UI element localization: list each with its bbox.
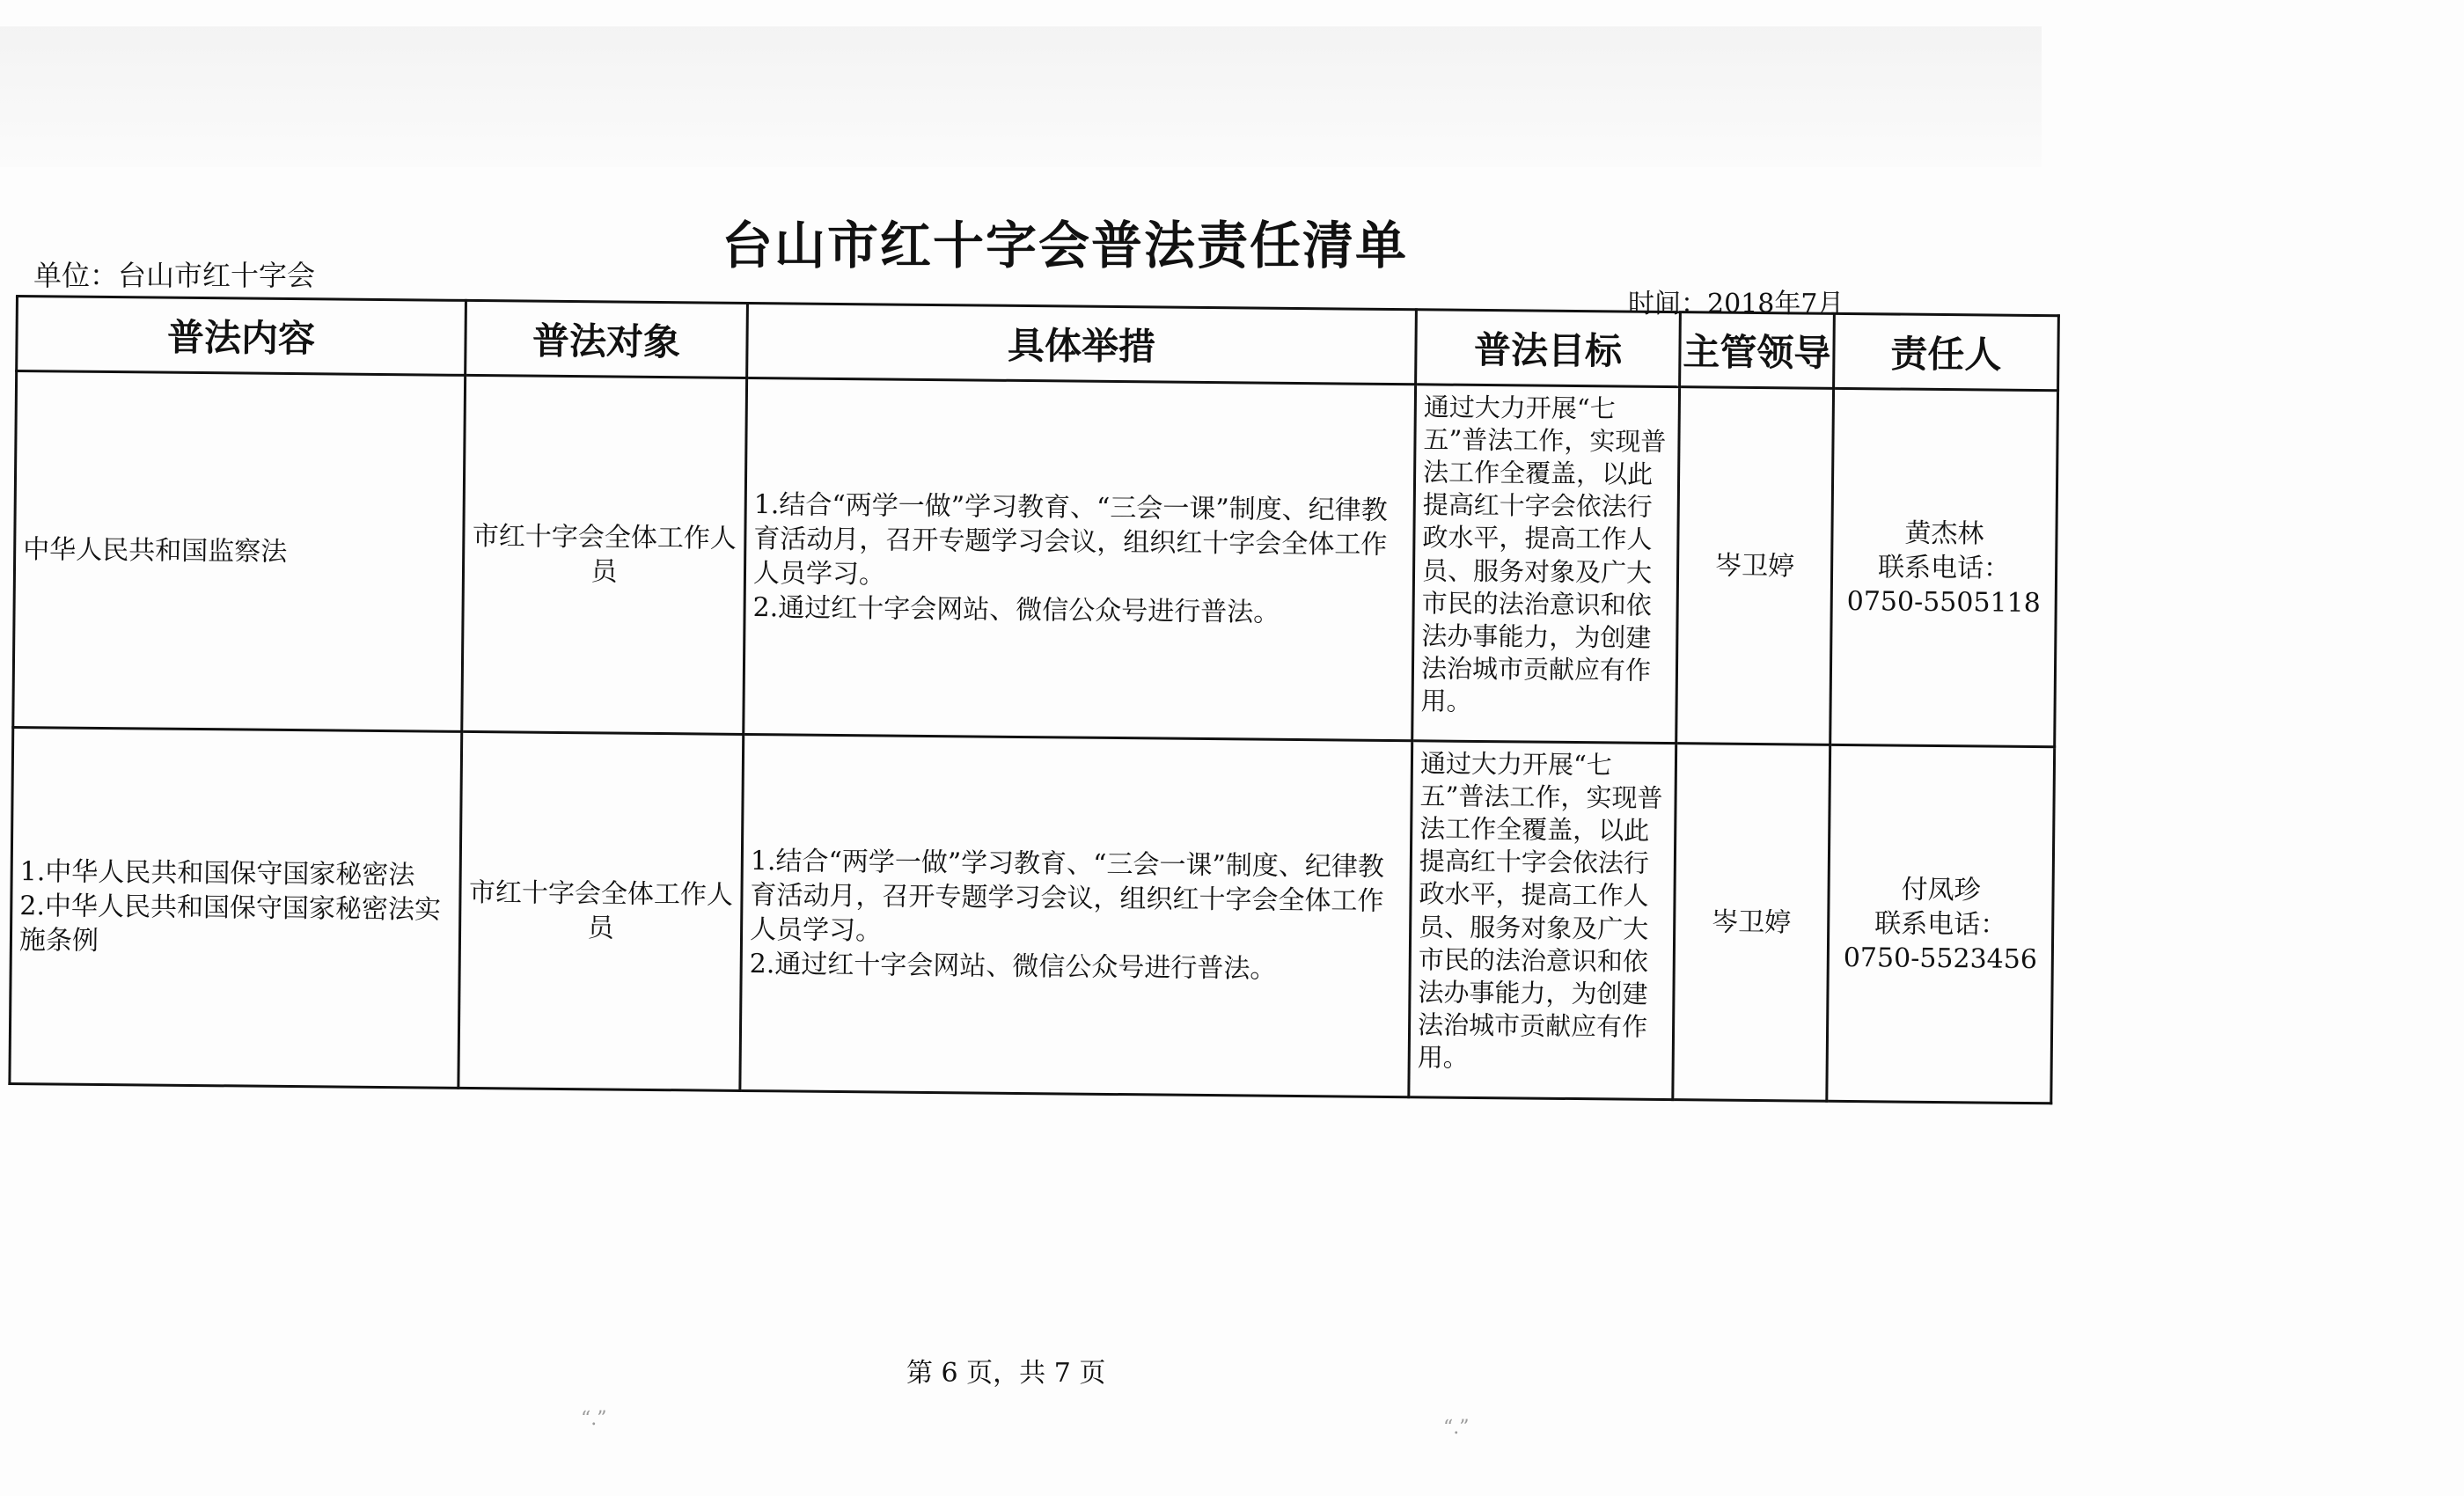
row-1-measure-1: 1.结合“两学一做”学习教育、“三会一课”制度、纪律教育活动月，召开专题学习会议，组织红十字会全体工作人员学习。	[752, 489, 1388, 590]
header-goal: 普法目标	[1416, 310, 1681, 387]
row-2-goal: 通过大力开展“七五”普法工作，实现普法工作全覆盖，以此提高红十字会依法行政水平，提高工作人员、服务对象及广大市民的法治意识和依法办事能力，为创建法治城市贡献应有作用。	[1409, 741, 1676, 1100]
row-1-goal: 通过大力开展“七五”普法工作，实现普法工作全覆盖，以此提高红十字会依法行政水平，提高工作人员、服务对象及广大市民的法治意识和依法办事能力，为创建法治城市贡献应有作用。	[1412, 385, 1680, 744]
row-1-phone: 0750-5505118	[1846, 585, 2041, 619]
row-1-phone-label: 联系电话：	[1877, 551, 2011, 584]
unit-label: 单位：台山市红十字会	[33, 259, 316, 292]
row-2-person-name: 付凤珍	[1901, 874, 1981, 906]
row-1-measures	[744, 378, 1416, 740]
page-number: 第 6 页，共 7 页	[906, 1358, 1106, 1389]
header-measures: 具体举措	[747, 303, 1417, 384]
header-person: 责任人	[1834, 313, 2059, 390]
row-2-measure-2: 2.通过红十字会网站、微信公众号进行普法。	[749, 949, 1277, 985]
row-2-leader: 岑卫婷	[1673, 744, 1830, 1102]
responsibility-table	[8, 295, 2060, 1104]
row-2-content-line-2: 2.中华人民共和国保守国家秘密法实施条例	[18, 890, 442, 957]
table-row	[10, 727, 2055, 1103]
bleed-through-band	[0, 26, 2042, 167]
row-1-content	[13, 371, 466, 732]
row-2-phone-label: 联系电话：	[1874, 907, 2007, 941]
row-2-measure-1: 1.结合“两学一做”学习教育、“三会一课”制度、纪律教育活动月，召开专题学习会议，组织红十字会全体工作人员学习。	[749, 846, 1384, 947]
row-2-target: 市红十字会全体工作人员	[458, 731, 744, 1090]
row-2-phone: 0750-5523456	[1843, 942, 2038, 975]
row-1-content-line: 中华人民共和国监察法	[23, 533, 288, 568]
row-2-content	[10, 727, 462, 1088]
row-2-person	[1827, 744, 2055, 1103]
row-2-measures	[740, 734, 1412, 1096]
table-row	[13, 371, 2058, 747]
header-content: 普法内容	[17, 297, 466, 376]
row-2-content-line-1: 1.中华人民共和国保守国家秘密法	[19, 855, 415, 891]
scan-mark-left: “.”	[581, 1408, 607, 1430]
responsibility-table-wrap	[8, 295, 2057, 1102]
row-1-person-name: 黄杰林	[1904, 517, 1984, 549]
header-target: 普法对象	[466, 300, 748, 378]
row-1-target: 市红十字会全体工作人员	[462, 375, 747, 734]
row-1-person	[1830, 388, 2058, 746]
date-label: 时间：2018年7月	[1628, 289, 1844, 319]
row-1-leader: 岑卫婷	[1676, 387, 1834, 745]
scan-mark-right: “.”	[1443, 1417, 1470, 1439]
row-1-measure-2: 2.通过红十字会网站、微信公众号进行普法。	[752, 592, 1280, 628]
header-leader: 主管领导	[1680, 312, 1835, 389]
document-title: 台山市红十字会普法责任清单	[722, 216, 1409, 275]
